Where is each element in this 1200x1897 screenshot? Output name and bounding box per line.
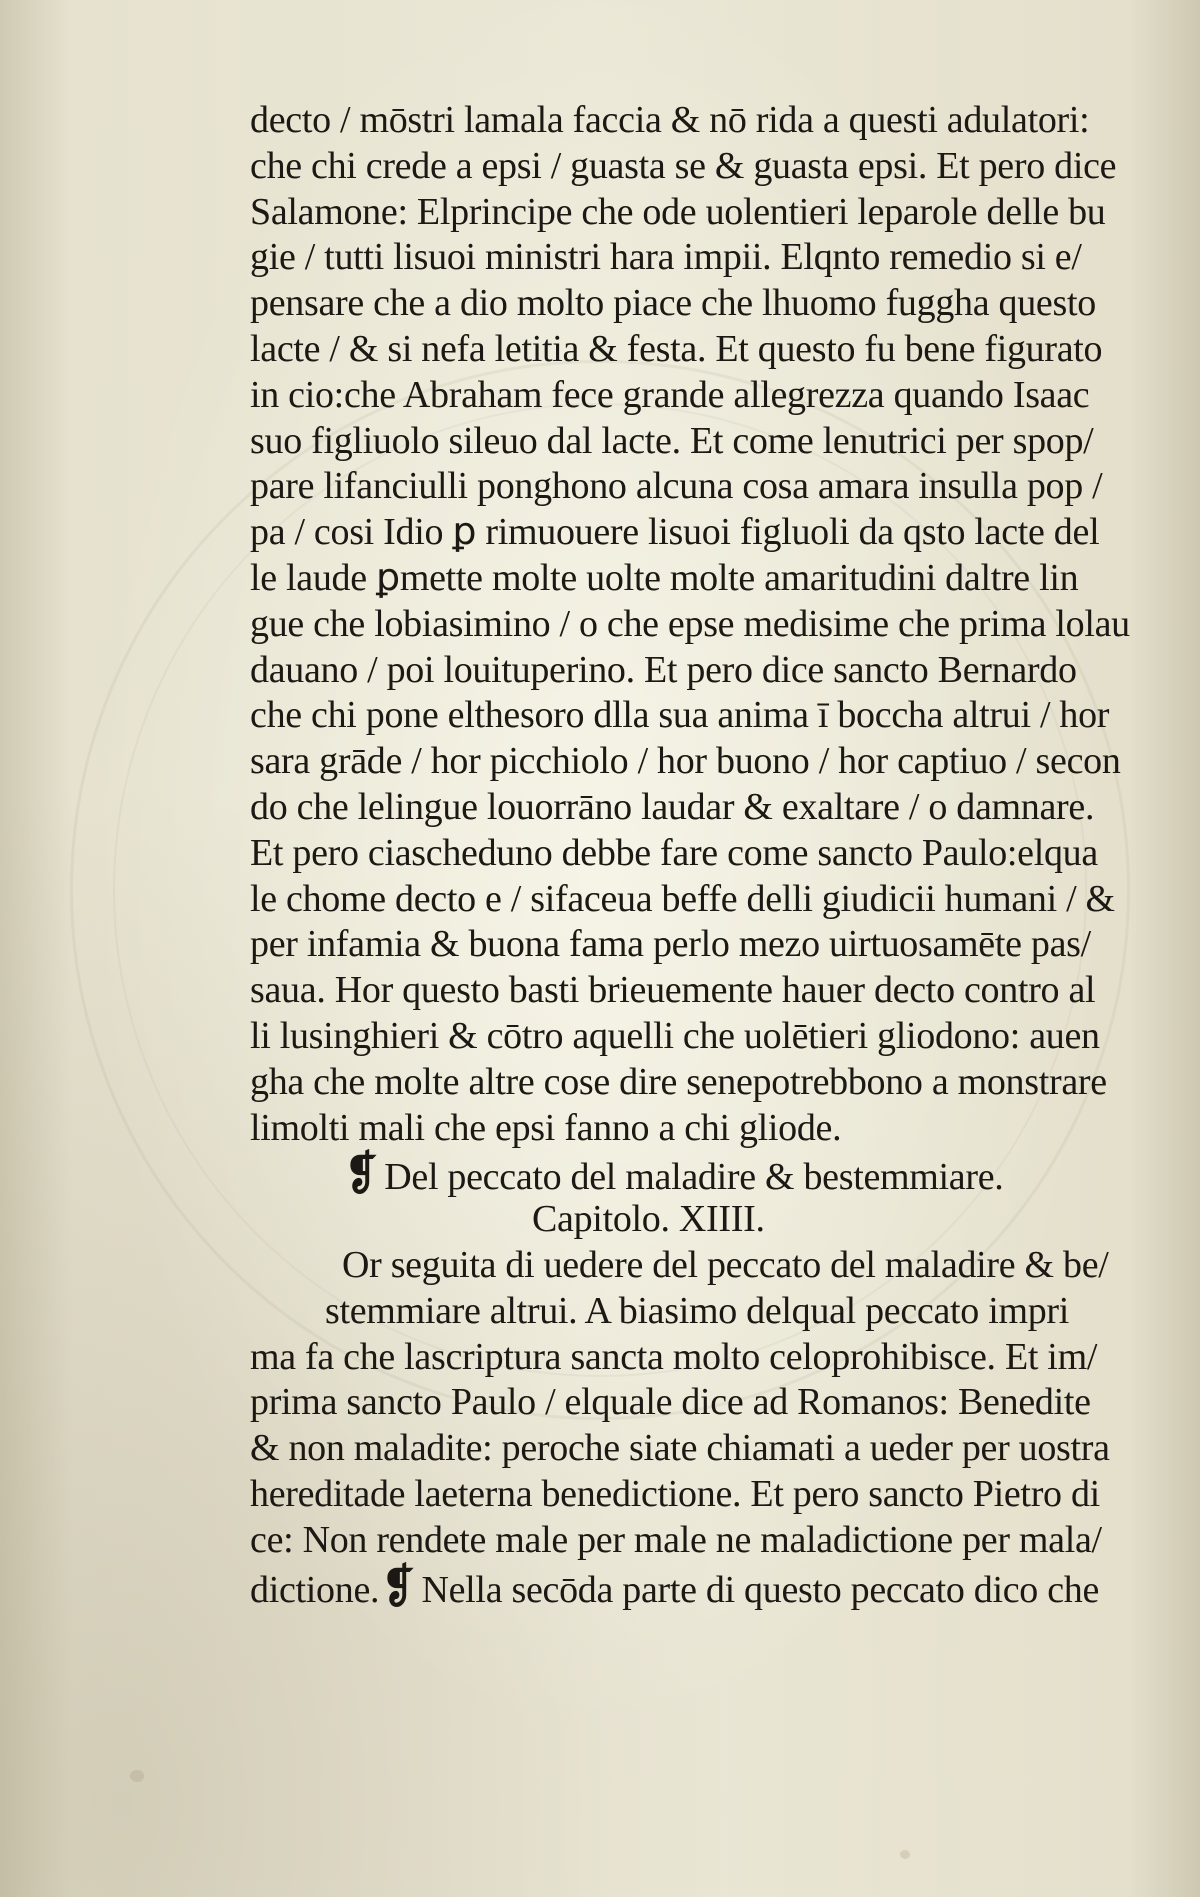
paper-stain xyxy=(900,1850,910,1859)
text-line: suo figliuolo sileuo dal lacte. Et come lenutrici per spop/ xyxy=(250,419,1094,462)
text-line: do che lelingue louorrāno laudar & exaltare / o damnare. xyxy=(250,785,1095,828)
text-line: le laude ꝑmette molte uolte molte amaritudini daltre lin xyxy=(250,556,1079,599)
text-line: stemmiare altrui. A biasimo delqual peccato impri xyxy=(325,1289,1070,1332)
text-line: le chome decto e / sifaceua beffe delli giudicii humani / & xyxy=(250,877,1115,920)
section-heading xyxy=(250,1148,1120,1200)
text-line: pa / cosi Idio ꝑ rimuouere lisuoi figluoli da qsto lacte del xyxy=(250,511,1100,554)
text-line: lacte / & si nefa letitia & festa. Et questo fu bene figurato xyxy=(250,327,1103,370)
text-line: pensare che a dio molto piace che lhuomo fuggha questo xyxy=(250,282,1096,325)
text-line: hereditade laeterna benedictione. Et pero sancto Pietro di xyxy=(250,1472,1100,1515)
paragraph-mark-icon: ❡ xyxy=(382,1560,415,1612)
text-line: decto / mōstri lamala faccia & nō rida a questi adulatori: xyxy=(250,99,1090,141)
text-line: in cio:che Abraham fece grande allegrezza quando Isaac xyxy=(250,373,1090,416)
text-line: gha che molte altre cose dire senepotrebbono a monstrare xyxy=(250,1060,1107,1103)
section-heading-text: Del peccato del maladire & bestemmiare. xyxy=(384,1156,1004,1199)
text-line: Salamone: Elprincipe che ode uolentieri leparole delle bu xyxy=(250,190,1106,233)
text-line: ma fa che lascriptura sancta molto celoprohibisce. Et im/ xyxy=(250,1335,1098,1378)
text-line: li lusinghieri & cōtro aquelli che uolētieri gliodono: auen xyxy=(250,1014,1100,1057)
text-line: sara grāde / hor picchiolo / hor buono / hor captiuo / secon xyxy=(250,740,1121,783)
text-line: dauano / poi louituperino. Et pero dice sancto Bernardo xyxy=(250,648,1077,691)
text-line: che chi crede a epsi / guasta se & guasta epsi. Et pero dice xyxy=(250,144,1117,187)
text-fragment: Nella secōda parte di questo peccato dico che xyxy=(421,1568,1100,1611)
text-line: Or seguita di uedere del peccato del maladire & be/ xyxy=(342,1243,1109,1286)
text-line: gue che lobiasimino / o che epse medisime che prima lolau xyxy=(250,602,1130,645)
text-line-last xyxy=(250,1560,1120,1612)
chapter-title: Capitolo. XIIII. xyxy=(532,1198,765,1241)
text-line: & non maladite: peroche siate chiamati a ueder per uostra xyxy=(250,1427,1110,1470)
text-line: gie / tutti lisuoi ministri hara impii. Elqnto remedio si e/ xyxy=(250,236,1082,279)
text-line: Et pero ciascheduno debbe fare come sancto Paulo:elqua xyxy=(250,831,1098,874)
text-line: pare lifanciulli ponghono alcuna cosa amara insulla pop / xyxy=(250,465,1103,508)
text-line: saua. Hor questo basti brieuemente hauer decto contro al xyxy=(250,969,1096,1012)
text-line: prima sancto Paulo / elquale dice ad Romanos: Benedite xyxy=(250,1381,1091,1424)
text-line: per infamia & buona fama perlo mezo uirtuosamēte pas/ xyxy=(250,923,1091,966)
text-fragment: dictione. xyxy=(250,1568,380,1611)
paper-stain xyxy=(130,1770,144,1782)
text-line: limolti mali che epsi fanno a chi gliode. xyxy=(250,1106,842,1149)
text-line: che chi pone elthesoro dlla sua anima ī boccha altrui / hor xyxy=(250,694,1110,737)
paragraph-mark-icon: ❡ xyxy=(344,1148,378,1200)
text-line: ce: Non rendete male per male ne maladictione per mala/ xyxy=(250,1518,1102,1561)
page-text xyxy=(250,98,1130,1612)
